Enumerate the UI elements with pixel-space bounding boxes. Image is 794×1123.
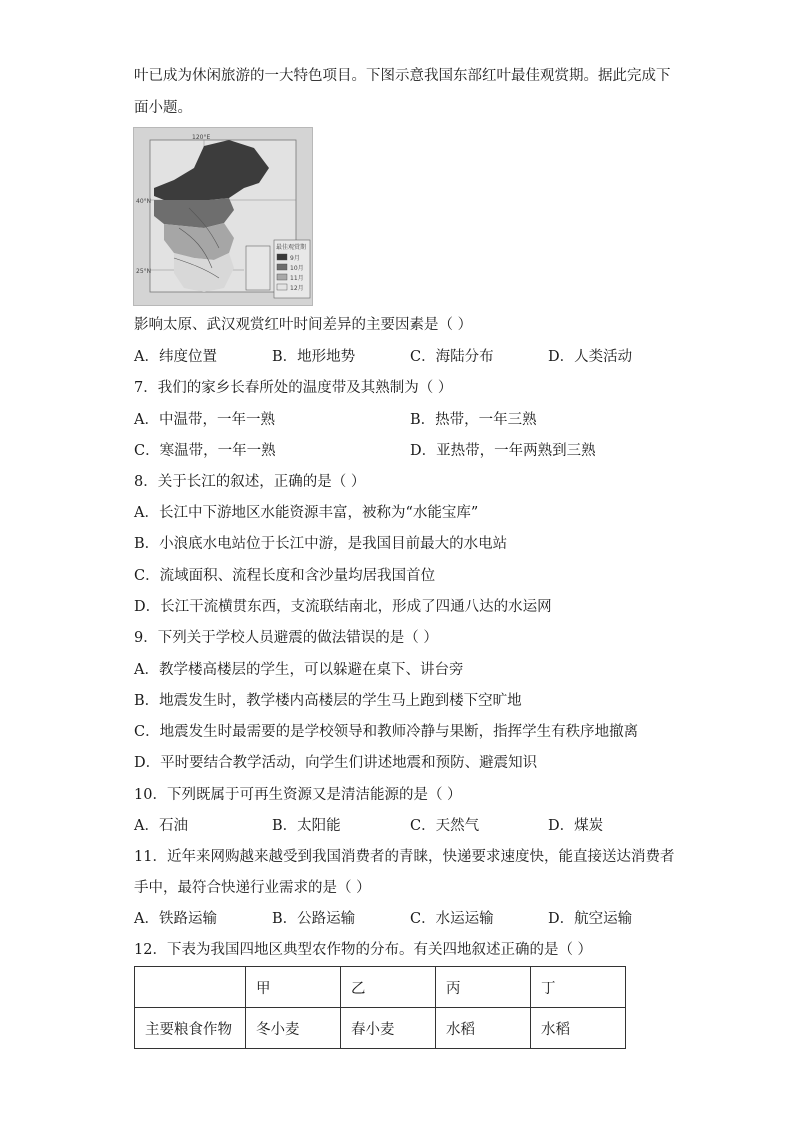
question-11-option-b: B．公路运输 bbox=[272, 911, 356, 927]
question-8-option-d: D．长江干流横贯东西，支流联结南北，形成了四通八达的水运网 bbox=[134, 599, 552, 615]
legend-title: 最佳观赏期 bbox=[276, 244, 307, 251]
table-header-jia: 甲 bbox=[246, 967, 341, 1008]
question-6-option-d: D．人类活动 bbox=[548, 349, 633, 365]
question-10-option-c: C．天然气 bbox=[410, 818, 480, 834]
table-header-bing: 丙 bbox=[436, 967, 531, 1008]
question-7-option-b: B．热带，一年三熟 bbox=[410, 412, 537, 428]
table-cell-bing: 水稻 bbox=[436, 1008, 531, 1049]
question-9-stem: 9．下列关于学校人员避震的做法错误的是（ ） bbox=[134, 630, 438, 646]
legend-label-nov: 11月 bbox=[290, 275, 304, 282]
question-8-option-c: C．流域面积、流程长度和含沙量均居我国首位 bbox=[134, 568, 436, 584]
table-header-ding: 丁 bbox=[531, 967, 626, 1008]
legend-swatch-nov bbox=[277, 274, 287, 280]
question-11-stem-line-2: 手中，最符合快递行业需求的是（ ） bbox=[134, 880, 371, 896]
legend-swatch-sep bbox=[277, 254, 287, 260]
question-6-option-b: B．地形地势 bbox=[272, 349, 356, 365]
question-6-stem: 影响太原、武汉观赏红叶时间差异的主要因素是（ ） bbox=[134, 317, 473, 333]
question-10-option-d: D．煤炭 bbox=[548, 818, 604, 834]
question-9-option-b: B．地震发生时，教学楼内高楼层的学生马上跑到楼下空旷地 bbox=[134, 693, 522, 709]
legend-swatch-dec bbox=[277, 284, 287, 290]
question-8-stem: 8．关于长江的叙述，正确的是（ ） bbox=[134, 474, 366, 490]
table-cell-jia: 冬小麦 bbox=[246, 1008, 341, 1049]
table-cell-yi: 春小麦 bbox=[341, 1008, 436, 1049]
table-row-label: 主要粮食作物 bbox=[135, 1008, 246, 1049]
intro-line-1: 叶已成为休闲旅游的一大特色项目。下图示意我国东部红叶最佳观赏期。据此完成下 bbox=[134, 68, 671, 84]
table-cell-ding: 水稻 bbox=[531, 1008, 626, 1049]
question-10-stem: 10．下列既属于可再生资源又是清洁能源的是（ ） bbox=[134, 787, 462, 803]
legend-swatch-oct bbox=[277, 264, 287, 270]
table-row bbox=[135, 1008, 626, 1049]
question-10-option-b: B．太阳能 bbox=[272, 818, 341, 834]
question-8-option-a: A．长江中下游地区水能资源丰富，被称为“水能宝库” bbox=[134, 505, 479, 521]
question-6-option-a: A．纬度位置 bbox=[134, 349, 217, 365]
question-9-option-c: C．地震发生时最需要的是学校领导和教师冷静与果断，指挥学生有秩序地撤离 bbox=[134, 724, 639, 740]
legend-label-sep: 9月 bbox=[290, 255, 300, 262]
question-11-option-c: C．水运运输 bbox=[410, 911, 494, 927]
question-7-option-d: D．亚热带，一年两熟到三熟 bbox=[410, 443, 596, 459]
question-9-option-a: A．教学楼高楼层的学生，可以躲避在桌下、讲台旁 bbox=[134, 662, 464, 678]
question-11-stem-line-1: 11．近年来网购越来越受到我国消费者的青睐，快递要求速度快，能直接送达消费者 bbox=[134, 849, 675, 865]
longitude-label: 120°E bbox=[192, 134, 211, 141]
legend-label-dec: 12月 bbox=[290, 285, 304, 292]
question-10-option-a: A．石油 bbox=[134, 818, 188, 834]
map-figure bbox=[134, 128, 312, 305]
crop-distribution-table bbox=[134, 966, 626, 1049]
question-7-option-c: C．寒温带，一年一熟 bbox=[134, 443, 276, 459]
question-6-option-c: C．海陆分布 bbox=[410, 349, 494, 365]
south-china-sea-inset bbox=[246, 246, 270, 290]
table-header-yi: 乙 bbox=[341, 967, 436, 1008]
question-7-option-a: A．中温带，一年一熟 bbox=[134, 412, 275, 428]
question-7-stem: 7．我们的家乡长春所处的温度带及其熟制为（ ） bbox=[134, 380, 453, 396]
question-8-option-b: B．小浪底水电站位于长江中游，是我国目前最大的水电站 bbox=[134, 536, 508, 552]
question-11-option-d: D．航空运输 bbox=[548, 911, 633, 927]
map-legend bbox=[274, 240, 310, 298]
china-red-leaf-map bbox=[133, 127, 313, 306]
latitude-label-25: 25°N bbox=[136, 268, 152, 275]
question-9-option-d: D．平时要结合教学活动，向学生们讲述地震和预防、避震知识 bbox=[134, 755, 538, 771]
table-header-row bbox=[135, 967, 626, 1008]
latitude-label-40: 40°N bbox=[136, 198, 152, 205]
intro-line-2: 面小题。 bbox=[134, 100, 192, 116]
question-11-option-a: A．铁路运输 bbox=[134, 911, 217, 927]
legend-label-oct: 10月 bbox=[290, 265, 304, 272]
question-12-stem: 12．下表为我国四地区典型农作物的分布。有关四地叙述正确的是（ ） bbox=[134, 942, 593, 958]
table-header-cell-empty bbox=[135, 967, 246, 1008]
